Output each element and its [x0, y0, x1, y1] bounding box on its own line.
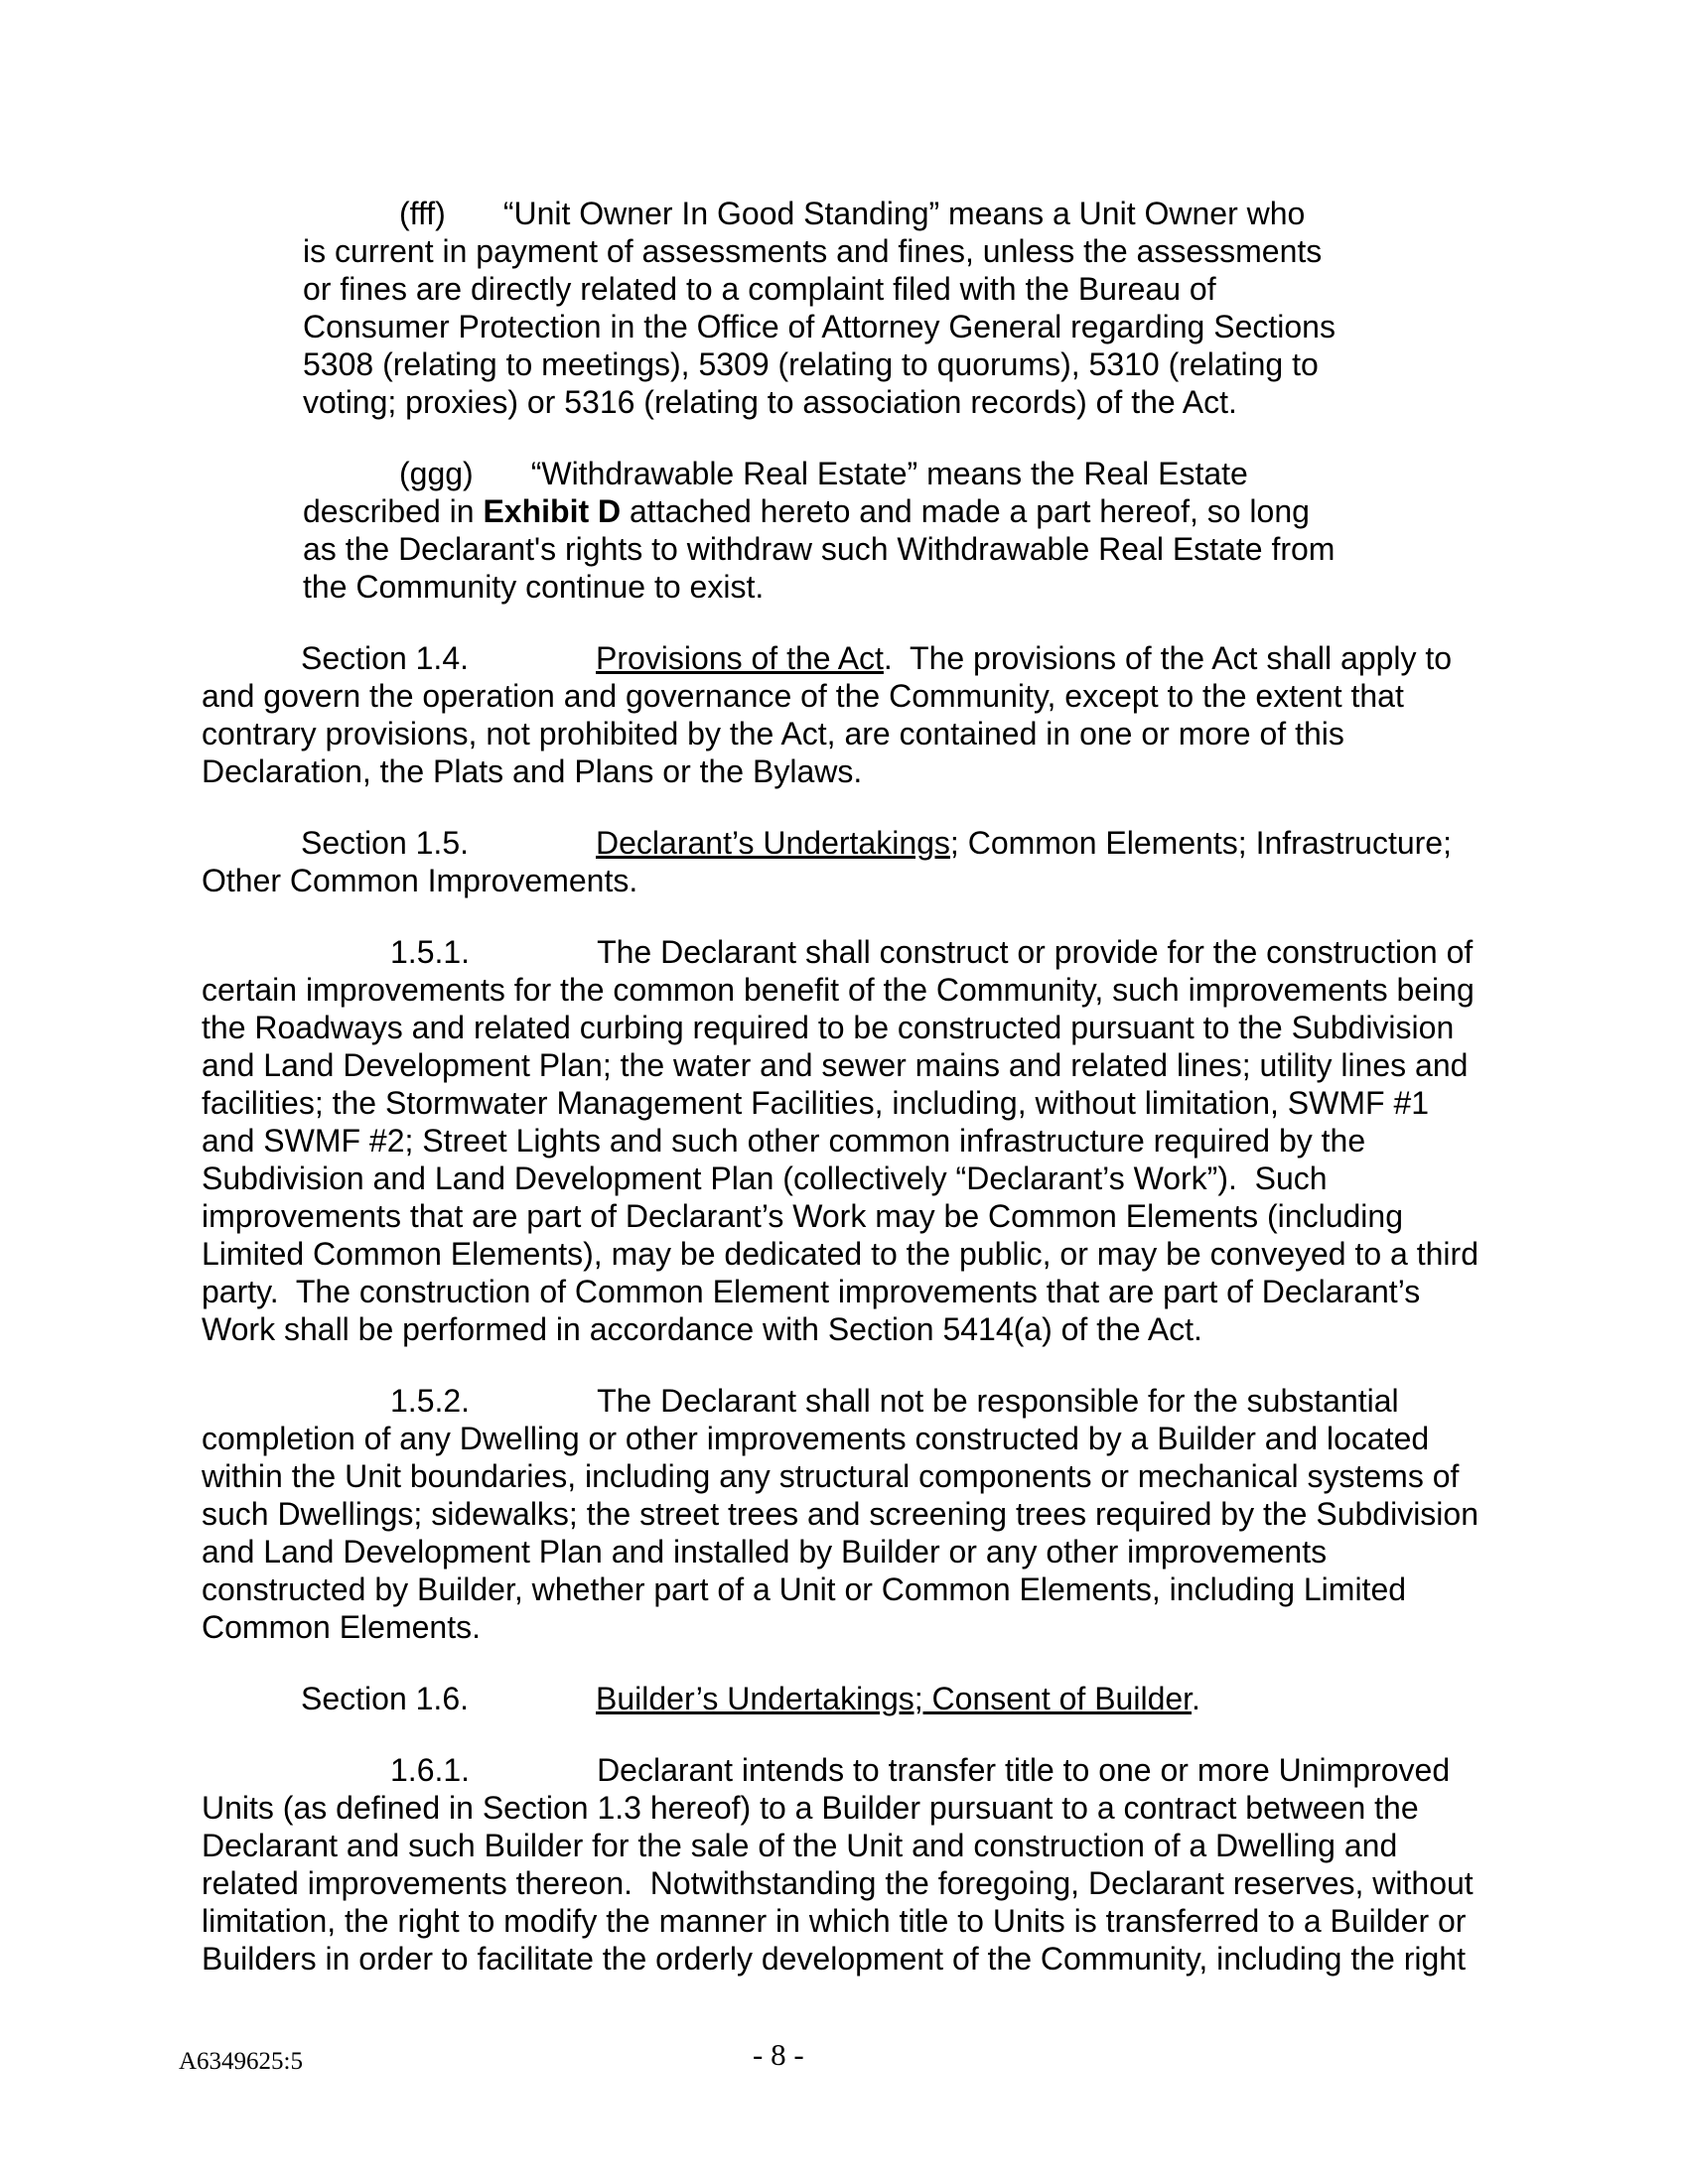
section-1-4-paragraph	[202, 639, 1489, 790]
section-1-5-paragraph	[202, 824, 1489, 899]
definition-text-ggg-before: “Withdrawable Real Estate” means the Real Estate described in	[303, 456, 1257, 529]
subsection-1-5-2-paragraph	[202, 1382, 1489, 1646]
section-1-6-paragraph	[202, 1680, 1489, 1717]
section-1-5-label: Section 1.5.	[301, 825, 469, 861]
footer-document-id: A6349625:5	[179, 2048, 303, 2075]
footer-page-number: - 8 -	[753, 2037, 804, 2072]
subsection-1-5-1-paragraph	[202, 933, 1489, 1348]
definition-paragraph-fff	[303, 195, 1344, 421]
definition-paragraph-ggg	[303, 455, 1344, 606]
section-1-6-label: Section 1.6.	[301, 1681, 469, 1716]
subsection-1-5-2-body: The Declarant shall not be responsible for the substantial completion of any Dwelling or other improvements constructed by a Builder and located within the Unit boundaries, including any structural components or mechanical systems of such Dwellings; sidewalks; the street trees and screening trees required by the Subdivision and Land Development Plan and installed by Builder or any other improvements constructed by Builder, whether part of a Unit or Common Elements, including Limited Common Elements.	[202, 1383, 1487, 1645]
section-1-5-body: ; Common Elements; Infrastructure; Other Common Improvements.	[202, 825, 1461, 898]
section-1-6-body: .	[1192, 1681, 1200, 1716]
subsection-1-5-2-label: 1.5.2.	[390, 1383, 471, 1419]
section-1-6-title: Builder’s Undertakings; Consent of Builder	[596, 1681, 1193, 1716]
section-1-5-title: Declarant’s Undertakings	[596, 825, 950, 861]
definition-number-fff: (fff)	[399, 196, 446, 231]
section-1-4-label: Section 1.4.	[301, 640, 469, 676]
subsection-1-6-1-paragraph	[202, 1751, 1489, 1978]
exhibit-d-bold-text: Exhibit D	[483, 493, 622, 529]
subsection-1-6-1-body: Declarant intends to transfer title to one or more Unimproved Units (as defined in Section 1.3 hereof) to a Builder pursuant to a contract between the Declarant and such Builder for the sale of the Unit and construction of a Dwelling and related improvements thereon. Notwithstanding the foregoing, Declarant reserves, without limitation, the right to modify the manner in which title to Units is transferred to a Builder or Builders in order to facilitate the orderly development of the Community, including the right	[202, 1752, 1482, 1977]
subsection-1-5-1-body: The Declarant shall construct or provide for the construction of certain improvements for the common benefit of the Community, such improvements being the Roadways and related curbing required to be constructed pursuant to the Subdivision and Land Development Plan; the water and sewer mains and related lines; utility lines and facilities; the Stormwater Management Facilities, including, without limitation, SWMF #1 and SWMF #2; Street Lights and such other common infrastructure required by the Subdivision and Land Development Plan (collectively “Declarant’s Work”). Such improvements that are part of Declarant’s Work may be Common Elements (including Limited Common Elements), may be dedicated to the public, or may be conveyed to a third party. The construction of Common Element improvements that are part of Declarant’s Work shall be performed in accordance with Section 5414(a) of the Act.	[202, 934, 1487, 1347]
subsection-1-6-1-label: 1.6.1.	[390, 1752, 471, 1788]
section-1-4-body: . The provisions of the Act shall apply to and govern the operation and governance of the Community, except to the extent that contrary provisions, not prohibited by the Act, are contained in one or more of this Declaration, the Plats and Plans or the Bylaws.	[202, 640, 1461, 789]
section-1-4-title: Provisions of the Act	[596, 640, 884, 676]
definition-number-ggg: (ggg)	[399, 456, 474, 491]
definition-text-fff: “Unit Owner In Good Standing” means a Unit Owner who is current in payment of assessments and fines, unless the assessments or fines are directly related to a complaint filed with the Bureau of Consumer Protection in the Office of Attorney General regarding Sections 5308 (relating to meetings), 5309 (relating to quorums), 5310 (relating to voting; proxies) or 5316 (relating to association records) of the Act.	[303, 196, 1344, 420]
subsection-1-5-1-label: 1.5.1.	[390, 934, 471, 970]
definition-text-ggg-after: attached hereto and made a part hereof, so long as the Declarant's rights to withdraw such Withdrawable Real Estate from the Community continue to exist.	[303, 493, 1344, 605]
